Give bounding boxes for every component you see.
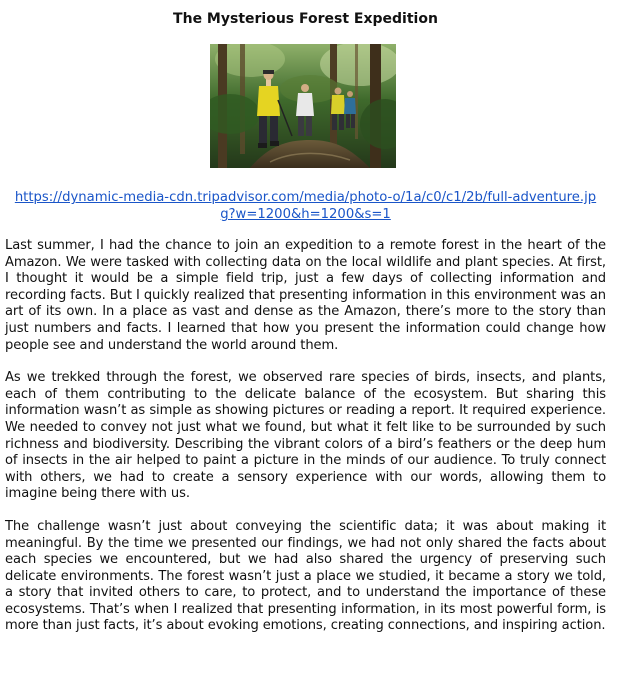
forest-expedition-photo — [210, 44, 396, 168]
paragraph-1: Last summer, I had the chance to join an expedition to a remote forest in the heart of the Amazon. We were tasked with collecting data on the local wildlife and plant species. At first, I thought it would be a simple field trip, just a few days of collecting information and recording facts. But I quickly realized that presenting information in this environment was an art of its own. In a place as vast and dense as the Amazon, there’s more to the story than just numbers and facts. I learned that how you present the information could change how people see and understand the world around them. — [5, 238, 606, 353]
image-source-link[interactable]: https://dynamic-media-cdn.tripadvisor.com/media/photo-o/1a/c0/c1/2b/full-adventure.jpg?w=1200&h=1200&s=1 — [14, 190, 597, 222]
page-title: The Mysterious Forest Expedition — [173, 11, 438, 27]
paragraph-3: The challenge wasn’t just about conveying the scientific data; it was about making it meaningful. By the time we presented our findings, we had not only shared the facts about each species we encountered, but we had also shared the urgency of preserving such delicate environments. The forest wasn’t just a place we studied, it became a story we told, a story that invited others to care, to protect, and to understand the importance of these ecosystems. That’s when I realized that presenting information, in its most powerful form, is more than just facts, it’s about evoking emotions, creating connections, and inspiring action. — [5, 518, 606, 634]
paragraph-2: As we trekked through the forest, we observed rare species of birds, insects, and plants, each of them contributing to the delicate balance of the ecosystem. But sharing this information wasn’t as simple as showing pictures or reading a report. It required experience. We needed to convey not just what we found, but what it felt like to be surrounded by such richness and biodiversity. Describing the vibrant colors of a bird’s feathers or the deep hum of insects in the air helped to paint a picture in the minds of our audience. To truly connect with others, we had to create a sensory experience with our words, allowing them to imagine being there with us. — [5, 370, 606, 502]
